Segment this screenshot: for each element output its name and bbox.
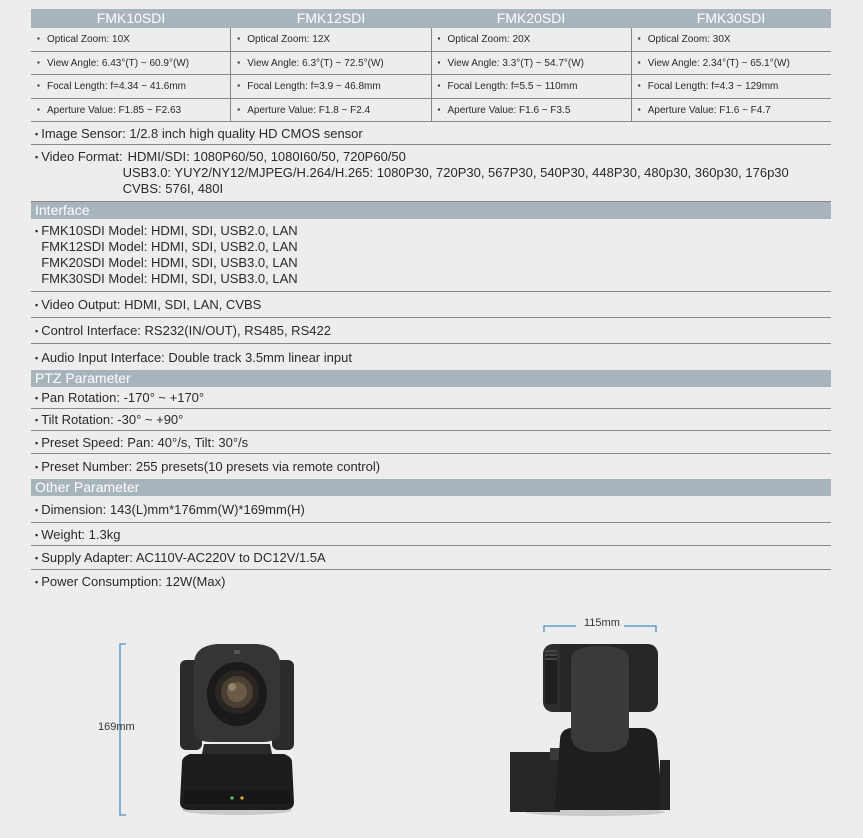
video-output-row [31, 292, 831, 318]
weight-row [31, 523, 831, 546]
interface-models-list [41, 223, 297, 287]
spec-cell: ▪ Aperture Value: F1.6 ~ F3.5 [432, 99, 632, 122]
control-interface-row [31, 318, 831, 344]
power-consumption-text: ▪ Power Consumption: 12W(Max) [35, 574, 225, 589]
width-dimension-label: 115mm [584, 617, 620, 629]
supply-adapter-row [31, 546, 831, 570]
video-format-line: USB3.0: YUY2/NY12/MJPEG/H.264/H.265: 1080P30, 720P30, 567P30, 540P30, 448P30, 480p30, 360p30, 176p30 [122, 165, 789, 180]
focal-length-row [31, 75, 831, 99]
video-format-label: ▪ Video Format: [35, 149, 123, 165]
model-header: FMK20SDI [496, 10, 566, 26]
model-header: FMK30SDI [696, 10, 766, 26]
audio-input-text: ▪ Audio Input Interface: Double track 3.5mm linear input [35, 350, 352, 365]
aperture-row [31, 99, 831, 123]
interface-model-line: FMK12SDI Model: HDMI, SDI, USB2.0, LAN [41, 239, 298, 254]
preset-speed-text: ▪ Preset Speed: Pan: 40°/s, Tilt: 30°/s [35, 435, 248, 450]
interface-models-row [31, 219, 831, 292]
spec-cell: ▪ Focal Length: f=4.34 ~ 41.6mm [31, 75, 231, 98]
section-header-ptz: PTZ Parameter [31, 370, 831, 387]
interface-model-line: FMK20SDI Model: HDMI, SDI, USB3.0, LAN [41, 255, 298, 270]
weight-text: ▪ Weight: 1.3kg [35, 527, 120, 542]
spec-cell: ▪ Aperture Value: F1.85 ~ F2.63 [31, 99, 231, 122]
spec-cell: ▪ View Angle: 2.34°(T) ~ 65.1°(W) [632, 52, 831, 75]
power-consumption-row [31, 570, 831, 592]
spec-cell: ▪ Focal Length: f=5.5 ~ 110mm [432, 75, 632, 98]
optical-zoom-row [31, 28, 831, 52]
spec-cell: ▪ View Angle: 6.3°(T) ~ 72.5°(W) [231, 52, 431, 75]
preset-number-row [31, 454, 831, 479]
spec-cell: ▪ Optical Zoom: 30X [632, 28, 831, 51]
supply-adapter-text: ▪ Supply Adapter: AC110V-AC220V to DC12V/1.5A [35, 550, 326, 565]
video-format-lines [122, 149, 789, 197]
height-dimension-label: 169mm [98, 721, 135, 733]
spec-cell: ▪ Focal Length: f=4.3 ~ 129mm [632, 75, 831, 98]
pan-rotation-text: ▪ Pan Rotation: -170° ~ +170° [35, 390, 204, 405]
view-angle-row [31, 52, 831, 76]
video-format-row [31, 145, 831, 202]
interface-model-line: FMK10SDI Model: HDMI, SDI, USB2.0, LAN [41, 223, 298, 238]
section-header-other: Other Parameter [31, 479, 831, 496]
bullet-icon: ▪ [35, 226, 39, 236]
tilt-rotation-text: ▪ Tilt Rotation: -30° ~ +90° [35, 412, 183, 427]
model-header: FMK10SDI [96, 10, 166, 26]
section-header-interface: Interface [31, 202, 831, 219]
camera-front-image [172, 642, 302, 817]
preset-speed-row [31, 431, 831, 454]
spec-cell: ▪ Optical Zoom: 10X [31, 28, 231, 51]
tilt-rotation-row [31, 409, 831, 431]
spec-cell: ▪ Aperture Value: F1.6 ~ F4.7 [632, 99, 831, 122]
dimension-row [31, 496, 831, 523]
interface-models-block [35, 223, 298, 287]
spec-cell: ▪ Optical Zoom: 12X [231, 28, 431, 51]
spec-cell: ▪ View Angle: 3.3°(T) ~ 54.7°(W) [432, 52, 632, 75]
model-header: FMK12SDI [296, 10, 366, 26]
spec-cell: ▪ Aperture Value: F1.8 ~ F2.4 [231, 99, 431, 122]
image-sensor-text: ▪ Image Sensor: 1/2.8 inch high quality HD CMOS sensor [35, 126, 363, 141]
spec-cell: ▪ Optical Zoom: 20X [432, 28, 632, 51]
video-format-line: HDMI/SDI: 1080P60/50, 1080I60/50, 720P60/50 [127, 149, 406, 164]
camera-back-image [505, 640, 675, 818]
dimension-text: ▪ Dimension: 143(L)mm*176mm(W)*169mm(H) [35, 502, 305, 517]
model-header-row [31, 9, 831, 28]
preset-number-text: ▪ Preset Number: 255 presets(10 presets via remote control) [35, 459, 380, 474]
control-interface-text: ▪ Control Interface: RS232(IN/OUT), RS485, RS422 [35, 323, 331, 338]
spec-cell: ▪ Focal Length: f=3.9 ~ 46.8mm [231, 75, 431, 98]
audio-input-row [31, 344, 831, 370]
interface-model-line: FMK30SDI Model: HDMI, SDI, USB3.0, LAN [41, 271, 298, 286]
spec-sheet [31, 9, 831, 592]
spec-cell: ▪ View Angle: 6.43°(T) ~ 60.9°(W) [31, 52, 231, 75]
video-format-line: CVBS: 576I, 480I [122, 181, 224, 196]
image-sensor-row [31, 122, 831, 145]
pan-rotation-row [31, 387, 831, 409]
video-output-text: ▪ Video Output: HDMI, SDI, LAN, CVBS [35, 297, 261, 312]
